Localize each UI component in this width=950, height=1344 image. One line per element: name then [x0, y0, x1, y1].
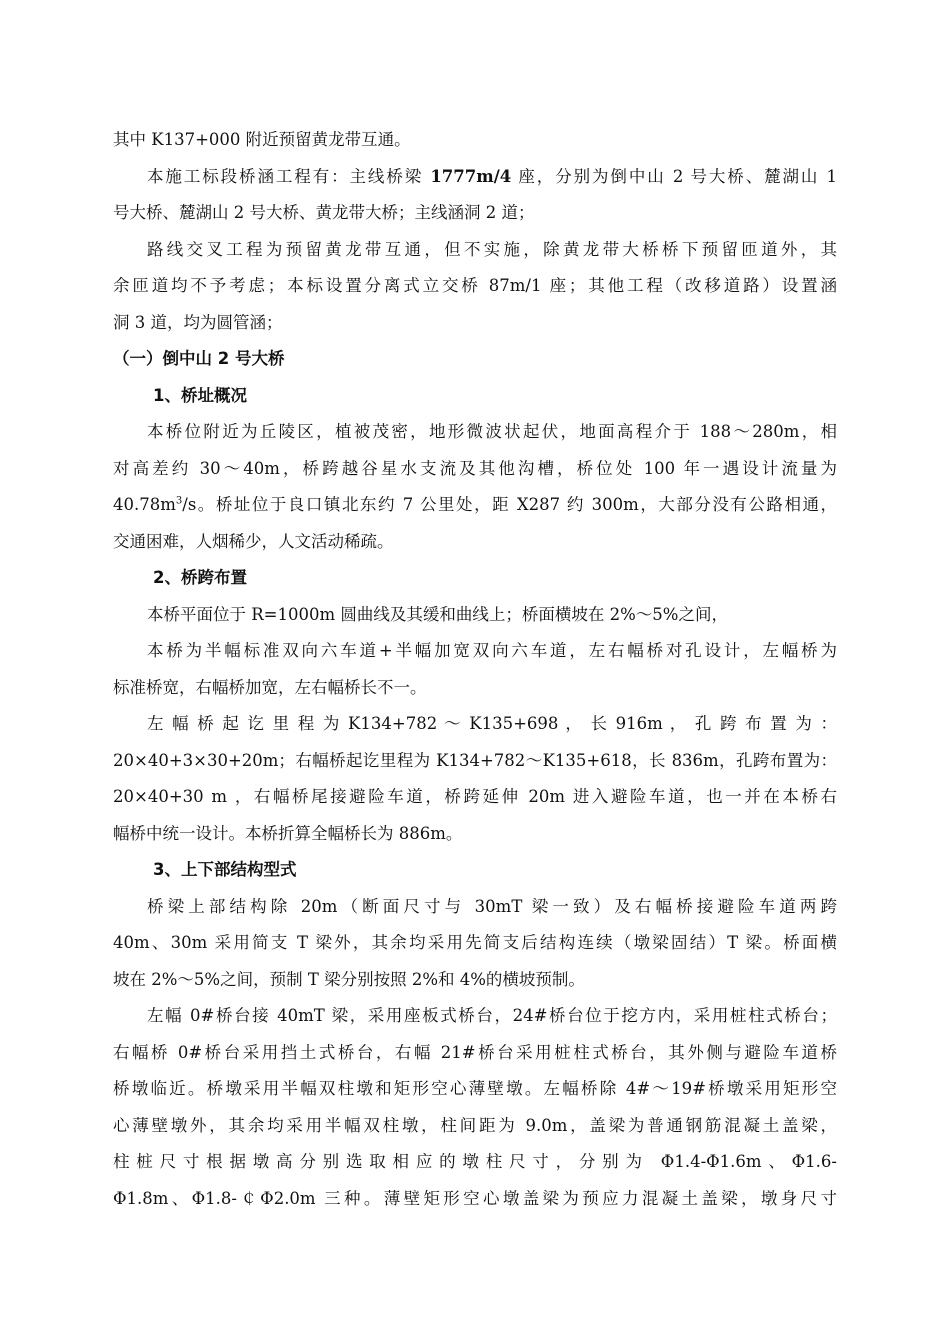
paragraph-line-17: 左 幅 桥 起 讫 里 程 为 K134+782 ～ K135+698 ， 长 916m ， 孔 跨 布 置 为 ： — [147, 714, 837, 733]
paragraph-line-9: 本桥位附近为丘陵区，植被茂密，地形微波状起伏，地面高程介于 188～280m，相 — [147, 422, 837, 441]
paragraph-line-1: 其中 K137+000 附近预留黄龙带互通。 — [113, 130, 411, 149]
paragraph-line-30: Φ1.8m、Φ1.8-￠Φ2.0m 三种。薄壁矩形空心墩盖梁为预应力混凝土盖梁，墩身尺寸 — [113, 1188, 837, 1208]
text-segment: 座，分别为倒中山 2 号大桥、麓湖山 1 — [511, 166, 837, 186]
superscript-3: 3 — [175, 495, 183, 507]
paragraph-line-11 — [113, 487, 837, 524]
paragraph-line-15: 本桥为半幅标准双向六车道+半幅加宽双向六车道，左右幅桥对孔设计，左幅桥为 — [147, 641, 837, 660]
paragraph-line-18: 20×40+3×30+20m；右幅桥起讫里程为 K134+782～K135+618，长 836m，孔跨布置为： — [113, 750, 837, 770]
paragraph-line-5: 余匝道均不予考虑；本标设置分离式立交桥 87m/1 座；其他工程（改移道路）设置涵 — [113, 276, 837, 295]
paragraph-line-16: 标准桥宽，右幅桥加宽，左右幅桥长不一。 — [113, 677, 427, 697]
paragraph-line-3: 号大桥、麓湖山 2 号大桥、黄龙带大桥；主线涵洞 2 道； — [113, 203, 535, 222]
flow-value: 40.78m — [113, 495, 176, 514]
paragraph-line-14: 本桥平面位于 R=1000m 圆曲线及其缓和曲线上；桥面横坡在 2%～5%之间， — [147, 604, 728, 624]
subsection-heading-1: 1、桥址概况 — [153, 385, 247, 405]
paragraph-line-4: 路线交叉工程为预留黄龙带互通，但不实施，除黄龙带大桥桥下预留匝道外，其 — [147, 239, 837, 259]
paragraph-line-28: 心薄壁墩外，其余均采用半幅双柱墩，柱间距为 9.0m，盖梁为普通钢筋混凝土盖梁， — [113, 1115, 837, 1135]
paragraph-line-25: 左幅 0#桥台接 40mT 梁，采用座板式桥台，24#桥台位于挖方内，采用桩柱式桥台； — [147, 1006, 837, 1025]
text-segment: /s。桥址位于良口镇北东约 7 公里处，距 X287 约 300m，大部分没有公路相通， — [182, 495, 837, 514]
subsection-heading-2: 2、桥跨布置 — [153, 568, 247, 587]
paragraph-line-24: 坡在 2%～5%之间，预制 T 梁分别按照 2%和 4%的横坡预制。 — [113, 969, 585, 989]
section-heading-1: （一）倒中山 2 号大桥 — [113, 349, 285, 368]
paragraph-line-20: 幅桥中统一设计。本桥折算全幅桥长为 886m。 — [113, 823, 463, 843]
paragraph-line-19: 20×40+30 m ，右幅桥尾接避险车道，桥跨延伸 20m 进入避险车道，也一并在本桥右 — [113, 787, 837, 806]
paragraph-line-6: 洞 3 道，均为圆管涵； — [113, 312, 283, 332]
paragraph-line-10: 对高差约 30～40m，桥跨越谷星水支流及其他沟槽，桥位处 100 年一遇设计流量为 — [113, 458, 837, 478]
text-segment: 本施工标段桥涵工程有：主线桥梁 — [147, 166, 431, 186]
paragraph-line-26: 右幅桥 0#桥台采用挡土式桥台，右幅 21#桥台采用桩柱式桥台，其外侧与避险车道桥 — [113, 1042, 837, 1062]
subsection-heading-3: 3、上下部结构型式 — [153, 860, 297, 879]
paragraph-line-27: 桥墩临近。桥墩采用半幅双柱墩和矩形空心薄壁墩。左幅桥除 4#～19#桥墩采用矩形空 — [113, 1079, 837, 1098]
paragraph-line-23: 40m、30m 采用简支 T 梁外，其余均采用先简支后结构连续（墩梁固结）T 梁。桥面横 — [113, 933, 837, 952]
paragraph-line-29: 柱桩尺寸根据墩高分别选取相应的墩柱尺寸，分别为 Φ1.4-Φ1.6m、Φ1.6- — [113, 1152, 837, 1171]
bridge-length-bold: 1777m/4 — [430, 166, 512, 186]
paragraph-line-12: 交通困难，人烟稀少，人文活动稀疏。 — [113, 531, 394, 551]
paragraph-line-22: 桥梁上部结构除 20m（断面尺寸与 30mT 梁一致）及右幅桥接避险车道两跨 — [147, 896, 837, 916]
document-page — [113, 122, 837, 1217]
paragraph-line-2 — [113, 159, 837, 196]
